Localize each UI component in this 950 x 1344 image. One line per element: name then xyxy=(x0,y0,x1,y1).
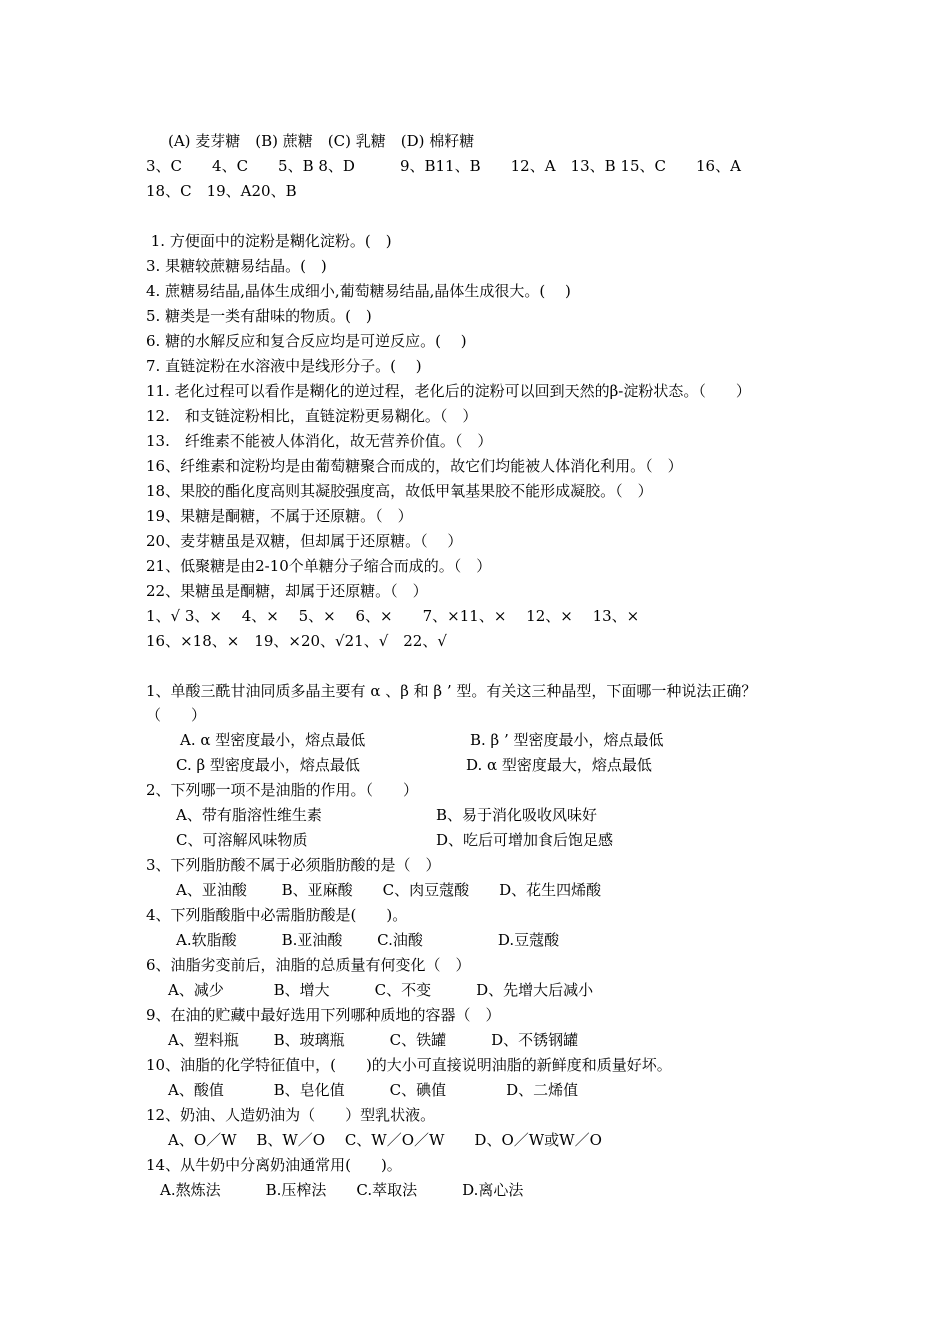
lipid-options-4: A.软脂酸 B.亚油酸 C.油酸 D.豆蔻酸 xyxy=(176,931,560,949)
lipid-options-14: A.熬炼法 B.压榨法 C.萃取法 D.离心法 xyxy=(160,1181,524,1199)
sugar-tf-answers-line-2: 16、×18、× 19、×20、√21、√ 22、√ xyxy=(146,632,447,650)
lipid-option: C、可溶解风味物质 xyxy=(176,831,308,849)
sugar-tf-question: 5. 糖类是一类有甜味的物质。( ) xyxy=(146,307,372,325)
sugar-options: (A) 麦芽糖 (B) 蔗糖 (C) 乳糖 (D) 棉籽糖 xyxy=(168,132,475,150)
sugar-tf-question: 7. 直链淀粉在水溶液中是线形分子。( ) xyxy=(146,357,422,375)
sugar-tf-question: 21、低聚糖是由2-10个单糖分子缩合而成的。（ ） xyxy=(146,557,492,575)
sugar-tf-question: 12. 和支链淀粉相比，直链淀粉更易糊化。（ ） xyxy=(146,407,478,425)
lipid-question-12: 12、奶油、人造奶油为（ ）型乳状液。 xyxy=(146,1106,436,1124)
lipid-question-3: 3、下列脂肪酸不属于必须脂肪酸的是（ ） xyxy=(146,856,441,874)
lipid-option: D. α 型密度最大，熔点最低 xyxy=(466,756,652,774)
sugar-tf-question: 1. 方便面中的淀粉是糊化淀粉。( ) xyxy=(146,232,392,250)
lipid-question-4: 4、下列脂酸脂中必需脂肪酸是( )。 xyxy=(146,906,408,924)
lipid-option: D、吃后可增加食后饱足感 xyxy=(436,831,614,849)
sugar-tf-question: 11. 老化过程可以看作是糊化的逆过程，老化后的淀粉可以回到天然的β-淀粉状态。（ ） xyxy=(146,382,751,400)
lipid-option: B、易于消化吸收风味好 xyxy=(436,806,598,824)
sugar-tf-question: 18、果胶的酯化度高则其凝胶强度高，故低甲氧基果胶不能形成凝胶。（ ） xyxy=(146,482,653,500)
lipid-options-12: A、O／W B、W／O C、W／O／W D、O／W或W／O xyxy=(168,1131,602,1149)
sugar-tf-question: 3. 果糖较蔗糖易结晶。( ) xyxy=(146,257,327,275)
lipid-option: B. β ’ 型密度最小，熔点最低 xyxy=(470,731,664,749)
lipid-question-6: 6、油脂劣变前后，油脂的总质量有何变化（ ） xyxy=(146,956,471,974)
lipid-question-2: 2、下列哪一项不是油脂的作用。（ ） xyxy=(146,781,419,799)
sugar-tf-question: 4. 蔗糖易结晶,晶体生成细小,葡萄糖易结晶,晶体生成很大。( ) xyxy=(146,282,571,300)
lipid-option: C. β 型密度最小，熔点最低 xyxy=(176,756,360,774)
sugar-mc-answers-line-1: 3、C 4、C 5、B 8、D 9、B11、B 12、A 13、B 15、C 16、A xyxy=(146,157,741,175)
lipid-options-6: A、减少 B、增大 C、不变 D、先增大后减小 xyxy=(168,981,594,999)
sugar-mc-answers-line-2: 18、C 19、A20、B xyxy=(146,182,297,200)
sugar-tf-question: 20、麦芽糖虽是双糖，但却属于还原糖。（ ） xyxy=(146,532,463,550)
lipid-question-1-blank: （ ） xyxy=(146,706,207,724)
lipid-options-10: A、酸值 B、皂化值 C、碘值 D、二烯值 xyxy=(168,1081,579,1099)
lipid-question-14: 14、从牛奶中分离奶油通常用( )。 xyxy=(146,1156,402,1174)
lipid-question-10: 10、油脂的化学特征值中，( )的大小可直接说明油脂的新鲜度和质量好坏。 xyxy=(146,1056,672,1074)
sugar-tf-question: 6. 糖的水解反应和复合反应均是可逆反应。( ) xyxy=(146,332,467,350)
lipid-question-1: 1、单酸三酰甘油同质多晶主要有 α 、β 和 β ’ 型。有关这三种晶型，下面哪一种说法正确？ xyxy=(146,682,757,700)
sugar-tf-answers-line-1: 1、√ 3、× 4、× 5、× 6、× 7、×11、× 12、× 13、× xyxy=(146,607,640,625)
sugar-tf-question: 19、果糖是酮糖，不属于还原糖。（ ） xyxy=(146,507,413,525)
lipid-question-9: 9、在油的贮藏中最好选用下列哪种质地的容器（ ） xyxy=(146,1006,501,1024)
sugar-tf-question: 22、果糖虽是酮糖，却属于还原糖。（ ） xyxy=(146,582,428,600)
lipid-options-9: A、塑料瓶 B、玻璃瓶 C、铁罐 D、不锈钢罐 xyxy=(168,1031,579,1049)
lipid-option: A. α 型密度最小，熔点最低 xyxy=(180,731,366,749)
lipid-options-3: A、亚油酸 B、亚麻酸 C、肉豆蔻酸 D、花生四烯酸 xyxy=(176,881,602,899)
lipid-option: A、带有脂溶性维生素 xyxy=(176,806,322,824)
sugar-tf-question: 13. 纤维素不能被人体消化，故无营养价值。（ ） xyxy=(146,432,493,450)
sugar-tf-question: 16、纤维素和淀粉均是由葡萄糖聚合而成的，故它们均能被人体消化利用。（ ） xyxy=(146,457,683,475)
